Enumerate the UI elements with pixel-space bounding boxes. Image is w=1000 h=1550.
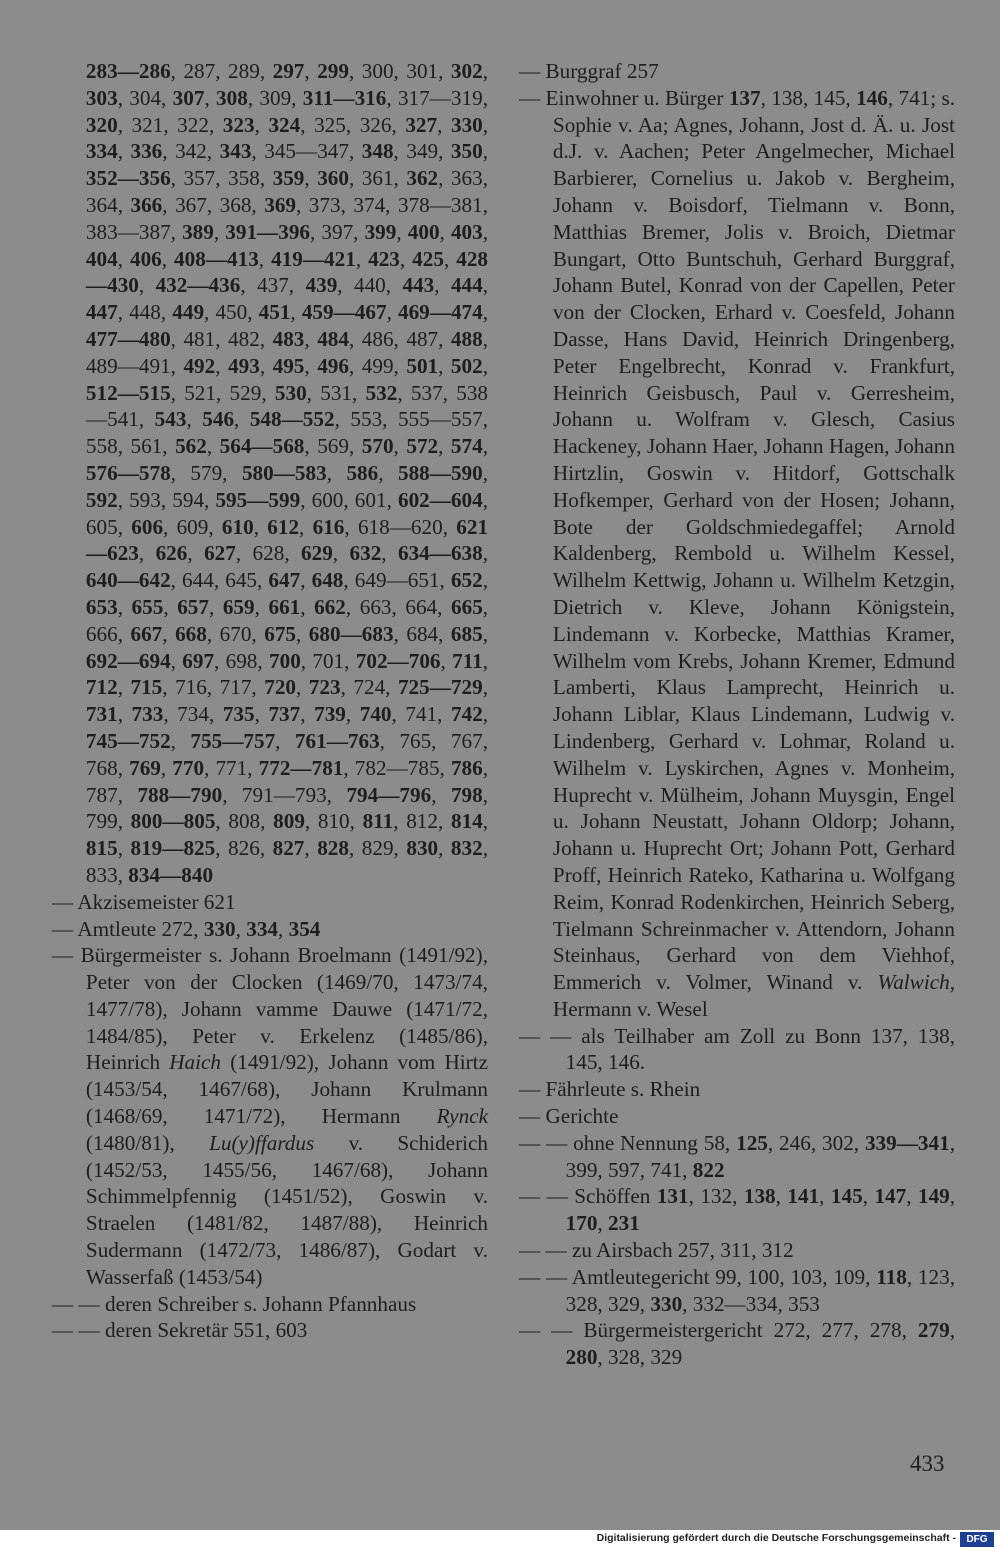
dfg-logo-icon: DFG [960,1532,994,1547]
index-entry: — — ohne Nennung 58, 125, 246, 302, 339—341, 399, 597, 741, 822 [519,1130,955,1182]
index-entry: — Einwohner u. Bürger 137, 138, 145, 146, 741; s. Sophie v. Aa; Agnes, Johann, Jost d. Ä. u. Jost d.J. v. Aachen; Peter Angelmecher, Michael Barbierer, Cornelius u. Jakob v. Bergheim, Johann v. Boisdorf, Tielmann v. Bonn, Matthias Bremer, Jolis v. Broich, Dietmar Bungart, Otto Buntschuh, Gerhard Burggraf, Johann Butel, Konrad von der Capellen, Peter von der Clocken, Erhard v. Coesfeld, Johann Dasse, Hans David, Heinrich Dringenberg, Peter Engelbrecht, Konrad v. Frankfurt, Heinrich Geisbusch, Paul v. Gerresheim, Johann u. Wolfram v. Glesch, Casius Hackeney, Johann Haer, Johann Hagen, Johann Hirtzlin, Goswin v. Hitdorf, Gottschalk Hofkemper, Gerhard von der Hosen; Johann, Bote der Goldschmiedegaffel; Arnold Kaldenberg, Rembold u. Wilhelm Kessel, Wilhelm Kettwig, Johann u. Wilhelm Ketzgin, Dietrich v. Kleve, Johann Königstein, Lindemann v. Korbecke, Matthias Kramer, Wilhelm vom Krebs, Johann Kremer, Edmund Lamberti, Klaus Lamprecht, Heinrich u. Johann Liblar, Klaus Lindemann, Ludwig v. Lindenberg, Gerhard v. Lohmar, Roland u. Wilhelm v. Lyskirchen, Agnes v. Monheim, Huprecht v. Mülheim, Johann Muysgin, Engel u. Johann Neustatt, Johann Oldorp; Johann, Johann u. Huprecht Ort; Johann Pott, Gerhard Proff, Heinrich Rateko, Katharina u. Wolfgang Reim, Konrad Rodenkirchen, Heinrich Seberg, Tielmann Schreinmacher v. Attendorn, Johann Steinhaus, Gerhard von dem Viehhof, Emmerich v. Volmer, Winand v. Walwich, Hermann v. Wesel [519,85,956,1021]
index-entry: — Burggraf 257 [519,59,659,83]
index-entry: — Akzisemeister 621 [52,889,236,914]
index-entry: 283—286, 287, 289, 297, 299, 300, 301, 302, 303, 304, 307, 308, 309, 311—316, 317—319, 320, 321, 322, 323, 324, 325, 326, 327, 330, 334, 336, 342, 343, 345—347, 348, 349, 350, 352—356, 357, 358, 359, 360, 361, 362, 363, 364, 366, 367, 368, 369, 373, 374, 378—381, 383—387, 389, 391—396, 397, 399, 400, 403, 404, 406, 408—413, 419—421, 423, 425, 428—430, 432—436, 437, 439, 440, 443, 444, 447, 448, 449, 450, 451, 459—467, 469—474, 477—480, 481, 482, 483, 484, 486, 487, 488, 489—491, 492, 493, 495, 496, 499, 501, 502, 512—515, 521, 529, 530, 531, 532, 537, 538—541, 543, 546, 548—552, 553, 555—557, 558, 561, 562, 564—568, 569, 570, 572, 574, 576—578, 579, 580—583, 586, 588—590, 592, 593, 594, 595—599, 600, 601, 602—604, 605, 606, 609, 610, 612, 616, 618—620, 621—623, 626, 627, 628, 629, 632, 634—638, 640—642, 644, 645, 647, 648, 649—651, 652, 653, 655, 657, 659, 661, 662, 663, 664, 665, 666, 667, 668, 670, 675, 680—683, 684, 685, 692—694, 697, 698, 700, 701, 702—706, 711, 712, 715, 716, 717, 720, 723, 724, 725—729, 731, 733, 734, 735, 737, 739, 740, 741, 742, 745—752, 755—757, 761—763, 765, 767, 768, 769, 770, 771, 772—781, 782—785, 786, 787, 788—790, 791—793, 794—796, 798, 799, 800—805, 808, 809, 810, 811, 812, 814, 815, 819—825, 826, 827, 828, 829, 830, 832, 833, 834—840 [85,59,489,887]
index-entry: — — deren Sekretär 551, 603 [52,1318,308,1343]
index-entry: — — als Teilhaber am Zoll zu Bonn 137, 138, 145, 146. [519,1023,955,1075]
footer-bar [0,1530,1000,1550]
page-number: 433 [910,1451,945,1476]
index-entry: — Amtleute 272, 330, 334, 354 [52,916,321,941]
index-entry: — — zu Airsbach 257, 311, 312 [519,1238,794,1263]
index-entry: — — deren Schreiber s. Johann Pfannhaus [52,1291,417,1316]
index-entry: — — Amtleutegericht 99, 100, 103, 109, 118, 123, 328, 329, 330, 332—334, 353 [519,1264,956,1316]
index-entry: — — Bürgermeistergericht 272, 277, 278, 279, 280, 328, 329 [519,1318,955,1370]
index-column-left [52,58,488,1344]
index-entry: — — Schöffen 131, 132, 138, 141, 145, 147, 149, 170, 231 [519,1184,956,1236]
index-entry: — Gerichte [519,1104,619,1129]
index-column-right [519,58,955,1371]
index-entry: — Bürgermeister s. Johann Broelmann (1491/92), Peter von der Clocken (1469/70, 1473/74, 1477/78), Johann vamme Dauwe (1471/72, 1484/85), Peter v. Erkelenz (1485/86), Heinrich Haich (1491/92), Johann vom Hirtz (1453/54, 1467/68), Johann Krulmann (1468/69, 1471/72), Hermann Rynck (1480/81), Lu(y)ffardus v. Schiderich (1452/53, 1455/56, 1467/68), Johann Schimmelpfennig (1451/52), Goswin v. Straelen (1481/82, 1487/88), Heinrich Sudermann (1472/73, 1486/87), Godart v. Wasserfaß (1453/54) [52,943,489,1289]
index-entry: — Fährleute s. Rhein [519,1077,701,1102]
footer-credit: Digitalisierung gefördert durch die Deutsche Forschungsgemeinschaft - [596,1532,956,1544]
